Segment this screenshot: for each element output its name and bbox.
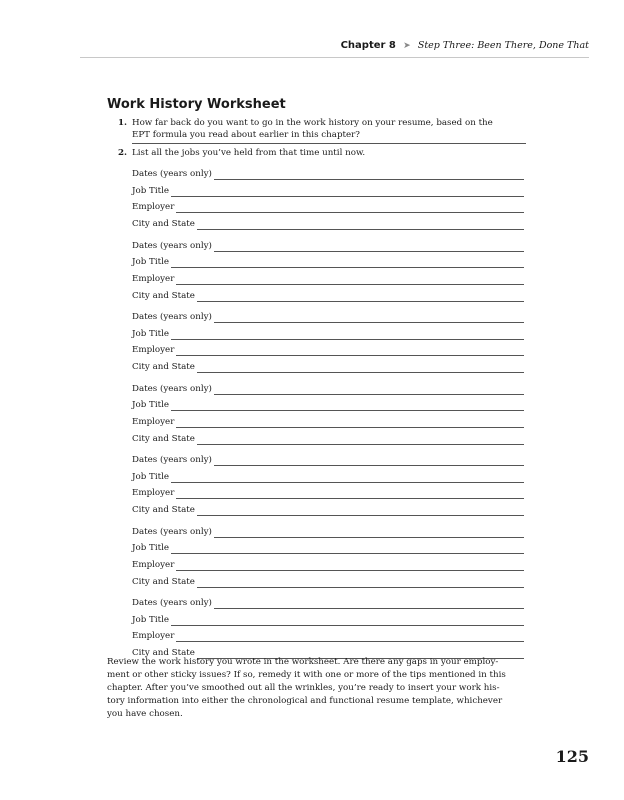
field-answer-line[interactable] [214, 597, 524, 609]
field-answer-line[interactable] [171, 614, 524, 626]
field-label: Employer [132, 559, 175, 570]
field-answer-line[interactable] [176, 559, 524, 571]
field-answer-line[interactable] [171, 328, 524, 340]
job-5-field-row [132, 469, 524, 483]
field-answer-line[interactable] [176, 487, 524, 499]
chapter-step-title: Step Three: Been There, Done That [417, 40, 589, 51]
question-1-line-1: How far back do you want to go in the work history on your resume, based on the [132, 118, 493, 128]
field-answer-line[interactable] [171, 471, 524, 483]
question-1-answer-line[interactable] [132, 143, 526, 144]
field-answer-line[interactable] [171, 185, 524, 197]
job-3-field-row [132, 326, 524, 340]
closing-line: Review the work history you wrote in the worksheet. Are there any gaps in your employ- [107, 657, 499, 667]
field-answer-line[interactable] [197, 433, 524, 445]
field-label: Dates (years only) [132, 169, 212, 179]
job-7-field-row [132, 612, 524, 626]
field-answer-line[interactable] [214, 526, 524, 538]
job-6-field-row [132, 574, 524, 588]
question-2-number: 2. [118, 148, 128, 158]
arrow-icon: ➤ [403, 41, 411, 51]
field-label: Job Title [132, 543, 170, 554]
closing-line: ment or other sticky issues? If so, remedy it with one or more of the tips mentioned in this [107, 670, 506, 680]
field-answer-line[interactable] [214, 168, 524, 180]
field-label: Job Title [132, 471, 170, 482]
field-label: Employer [132, 202, 175, 213]
job-6-field-row [132, 557, 524, 571]
field-label: Employer [132, 631, 175, 642]
field-answer-line[interactable] [214, 311, 524, 323]
field-answer-line[interactable] [171, 256, 524, 268]
job-3-field-row [132, 342, 524, 356]
field-label: City and State [132, 219, 195, 230]
header-divider [80, 57, 589, 58]
field-label: Job Title [132, 400, 170, 411]
field-answer-line[interactable] [214, 454, 524, 466]
page-number: 125 [555, 747, 589, 766]
field-label: City and State [132, 576, 195, 587]
job-7-field-row [132, 595, 524, 609]
job-5-field-row [132, 485, 524, 499]
field-label: Dates (years only) [132, 598, 212, 608]
job-3-field-row [132, 309, 524, 323]
job-4-field-row [132, 381, 524, 395]
field-answer-line[interactable] [171, 542, 524, 554]
field-answer-line[interactable] [176, 416, 524, 428]
field-label: City and State [132, 433, 195, 444]
field-label: City and State [132, 505, 195, 516]
field-label: City and State [132, 362, 195, 373]
field-answer-line[interactable] [176, 273, 524, 285]
job-1-field-row [132, 199, 524, 213]
field-answer-line[interactable] [197, 290, 524, 302]
closing-line: tory information into either the chronological and functional resume template, whichever [107, 696, 503, 706]
job-5-field-row [132, 452, 524, 466]
job-2-field-row [132, 254, 524, 268]
field-label: City and State [132, 290, 195, 301]
worksheet-title: Work History Worksheet [107, 97, 286, 112]
field-answer-line[interactable] [197, 504, 524, 516]
field-label: Dates (years only) [132, 240, 212, 251]
field-label: Job Title [132, 257, 170, 268]
field-label: City and State [132, 648, 195, 659]
question-2-line-1: List all the jobs you’ve held from that time until now. [132, 148, 366, 158]
field-label: Job Title [132, 328, 170, 339]
field-answer-line[interactable] [197, 361, 524, 373]
job-2-field-row [132, 271, 524, 285]
field-answer-line[interactable] [171, 399, 524, 411]
job-7-field-row [132, 628, 524, 642]
closing-line: you have chosen. [107, 709, 183, 719]
job-4-field-row [132, 431, 524, 445]
field-label: Employer [132, 416, 175, 427]
field-label: Employer [132, 273, 175, 284]
job-5-field-row [132, 502, 524, 516]
field-answer-line[interactable] [197, 218, 524, 230]
field-label: Dates (years only) [132, 383, 212, 394]
job-4-field-row [132, 414, 524, 428]
field-label: Employer [132, 488, 175, 499]
field-answer-line[interactable] [197, 576, 524, 588]
job-6-field-row [132, 524, 524, 538]
job-2-field-row [132, 238, 524, 252]
question-1-number: 1. [118, 118, 128, 128]
job-2-field-row [132, 288, 524, 302]
field-label: Dates (years only) [132, 526, 212, 537]
field-label: Dates (years only) [132, 312, 212, 322]
job-1-field-row [132, 166, 524, 180]
closing-line: chapter. After you’ve smoothed out all the wrinkles, you’re ready to insert your work his- [107, 683, 500, 693]
field-label: Job Title [132, 614, 170, 625]
job-3-field-row [132, 359, 524, 373]
job-6-field-row [132, 540, 524, 554]
job-1-field-row [132, 216, 524, 230]
field-answer-line[interactable] [176, 201, 524, 213]
closing-paragraph [107, 656, 527, 721]
chapter-label: Chapter 8 [340, 40, 396, 51]
running-header [80, 39, 589, 53]
field-label: Job Title [132, 185, 170, 196]
field-answer-line[interactable] [176, 344, 524, 356]
job-4-field-row [132, 397, 524, 411]
field-answer-line[interactable] [214, 383, 524, 395]
question-1-line-2: EPT formula you read about earlier in this chapter? [132, 130, 360, 140]
field-answer-line[interactable] [176, 630, 524, 642]
field-label: Dates (years only) [132, 455, 212, 465]
field-label: Employer [132, 345, 175, 356]
field-answer-line[interactable] [214, 240, 524, 252]
job-1-field-row [132, 183, 524, 197]
